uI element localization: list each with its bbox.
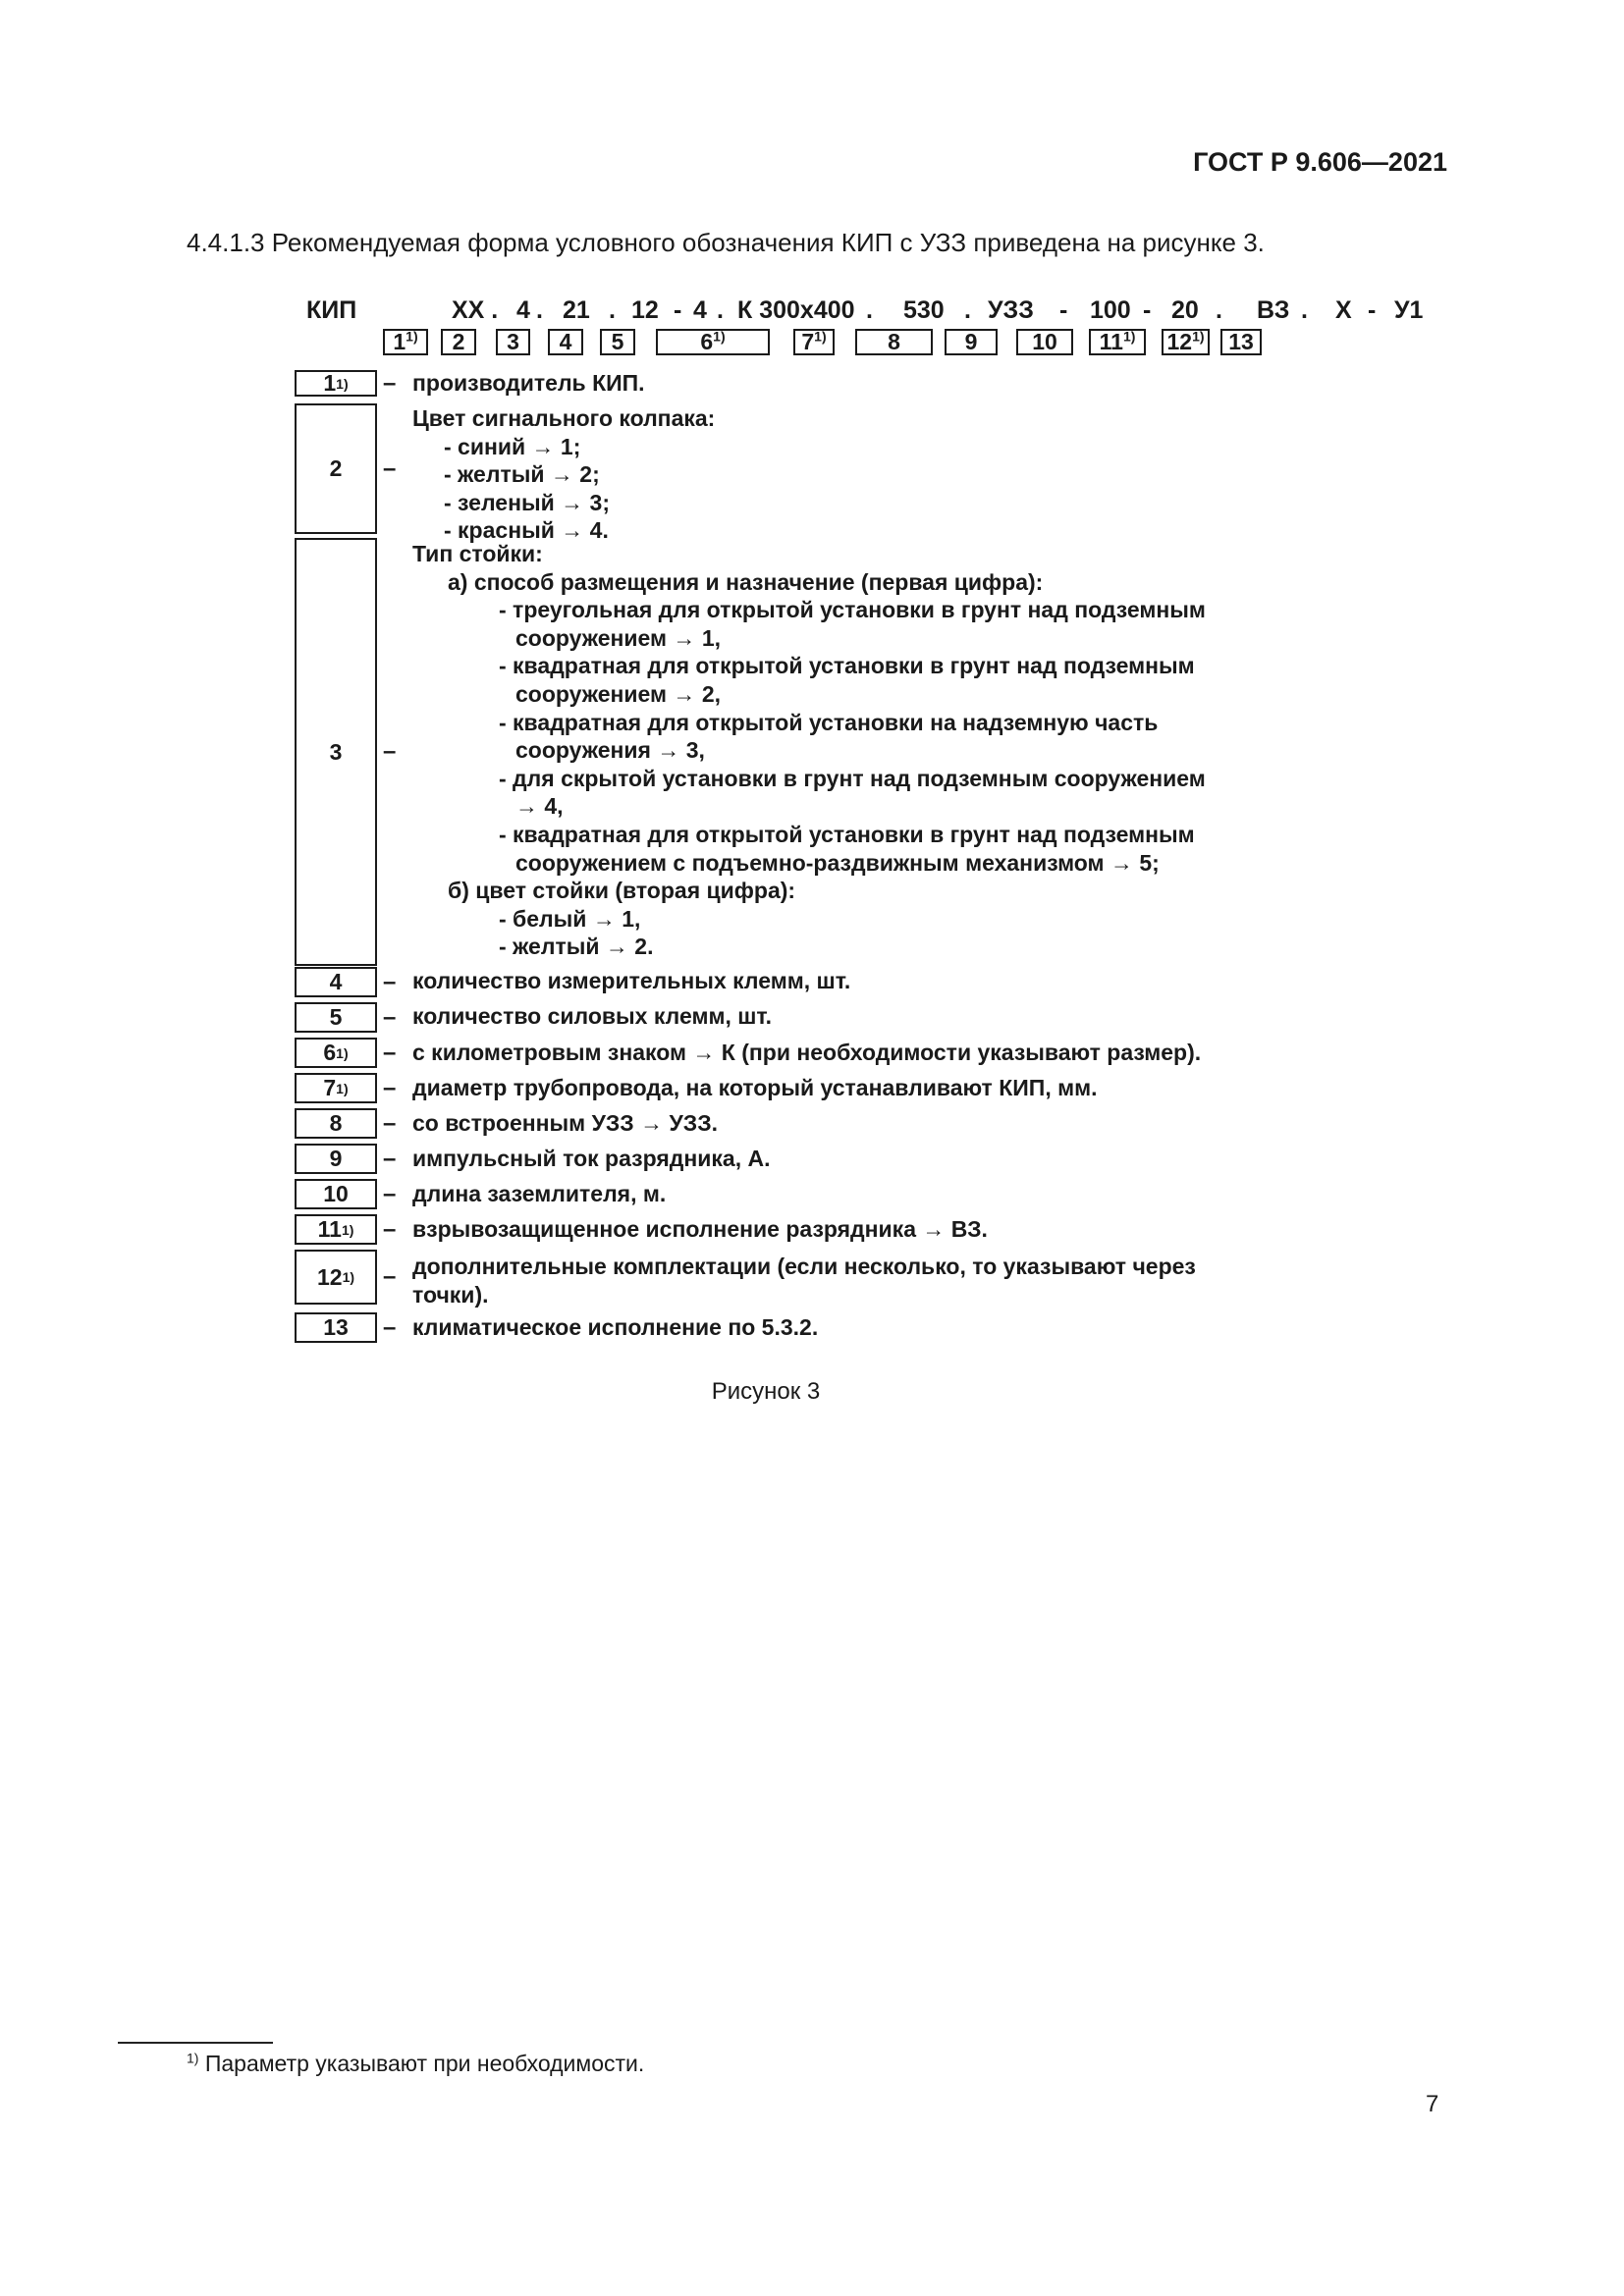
legend-number-box <box>295 1002 377 1033</box>
code-position-box <box>548 329 583 355</box>
code-position-number: 7 <box>801 329 815 354</box>
legend-number: 13 <box>323 1314 349 1340</box>
legend-description-line: импульсный ток разрядника, А. <box>412 1146 771 1171</box>
code-position-number: 3 <box>507 329 519 354</box>
legend-number: 2 <box>329 455 343 481</box>
legend-number-box <box>295 538 377 966</box>
code-part: 4 <box>516 296 530 324</box>
legend-number: 11 <box>317 1216 342 1242</box>
legend-description-line: сооружением с подъемно-раздвижным механизмом → 5; <box>515 849 1160 876</box>
code-position-footnote-mark: 1) <box>406 328 418 345</box>
code-position-box <box>1016 329 1073 355</box>
code-position-box <box>855 329 933 355</box>
legend-dash: – <box>383 454 397 482</box>
legend-description-line: сооружением → 1, <box>515 624 721 651</box>
legend-number-box <box>295 1108 377 1139</box>
code-part: . <box>1216 296 1222 324</box>
legend-description-line: - для скрытой установки в грунт над подземным сооружением <box>499 765 1206 791</box>
code-position-number: 12 <box>1166 329 1193 354</box>
code-position-number: 5 <box>611 329 624 354</box>
footnote-text: Параметр указывают при необходимости. <box>204 2051 645 2076</box>
legend-description-line: количество измерительных клемм, шт. <box>412 968 851 993</box>
legend-dash: – <box>383 1180 397 1207</box>
code-position-box <box>600 329 635 355</box>
legend-dash: – <box>383 1313 397 1341</box>
code-part: - <box>1368 296 1377 324</box>
legend-number: 10 <box>323 1181 349 1206</box>
legend-description-line: б) цвет стойки (вторая цифра): <box>448 878 796 904</box>
legend-description-line: взрывозащищенное исполнение разрядника → ВЗ. <box>412 1216 988 1242</box>
code-position-footnote-mark: 1) <box>1122 328 1136 345</box>
legend-number: 7 <box>323 1075 337 1100</box>
code-part: 20 <box>1171 296 1199 324</box>
legend-description-line: - желтый → 2; <box>444 461 600 488</box>
intro-paragraph: 4.4.1.3 Рекомендуемая форма условного обозначения КИП с УЗЗ приведена на рисунке 3. <box>187 228 1265 257</box>
footnote-separator <box>118 2042 273 2044</box>
code-part: 4 <box>693 296 707 324</box>
legend-number: 12 <box>316 1263 343 1290</box>
legend-description-line: Тип стойки: <box>412 541 543 566</box>
legend-number-box: 12 1) <box>295 1250 377 1305</box>
page-number: 7 <box>1426 2091 1439 2117</box>
legend-number-box <box>295 1179 377 1209</box>
code-position-box <box>1162 329 1210 355</box>
code-position-number: 2 <box>452 329 465 354</box>
legend-description-line: - квадратная для открытой установки в грунт над подземным <box>499 653 1195 679</box>
legend-description-line: дополнительные комплектации (если несколько, то указывают через <box>412 1254 1196 1279</box>
code-position-box <box>656 329 770 355</box>
legend-description-line: точки). <box>412 1281 489 1308</box>
legend-description-line: производитель КИП. <box>412 370 645 396</box>
legend-dash: – <box>383 1003 397 1031</box>
legend-dash: – <box>383 1215 397 1243</box>
legend-description-line: со встроенным УЗЗ → УЗЗ. <box>412 1110 718 1136</box>
legend-number-box <box>295 1312 377 1343</box>
legend-description-line: климатическое исполнение по 5.3.2. <box>412 1314 819 1340</box>
code-position-footnote-mark: 1) <box>814 328 827 345</box>
figure-caption: Рисунок 3 <box>711 1378 821 1405</box>
code-part: Х <box>1335 296 1352 324</box>
legend-description-line: сооружения → 3, <box>515 737 705 764</box>
legend-dash: – <box>383 1263 397 1290</box>
code-part: - <box>1143 296 1152 324</box>
legend-description-line: - синий → 1; <box>444 433 581 459</box>
legend-description-line: - зеленый → 3; <box>444 489 610 515</box>
code-prefix: КИП <box>306 296 357 324</box>
code-position-box <box>441 329 476 355</box>
code-position-box <box>1220 329 1262 355</box>
legend-dash: – <box>383 738 397 765</box>
code-position-number: 8 <box>888 329 900 354</box>
legend-number-box <box>295 967 377 997</box>
code-part: . <box>964 296 971 324</box>
code-part: 100 <box>1090 296 1131 324</box>
legend-dash: – <box>383 1145 397 1172</box>
code-part: ВЗ <box>1257 296 1290 324</box>
legend-dash: – <box>383 1039 397 1066</box>
legend-description-line: - красный → 4. <box>444 517 609 544</box>
code-position-box <box>496 329 530 355</box>
code-position-box <box>383 329 428 355</box>
legend-dash: – <box>383 1109 397 1137</box>
legend-description-line: - желтый → 2. <box>499 934 654 960</box>
legend-dash: – <box>383 968 397 995</box>
legend-number: 8 <box>329 1110 343 1136</box>
code-position-box <box>945 329 998 355</box>
code-position-number: 10 <box>1032 329 1057 354</box>
code-position-number: 6 <box>700 329 714 354</box>
code-part: К 300х400 <box>737 296 855 324</box>
legend-number-box <box>295 1144 377 1174</box>
code-position-footnote-mark: 1) <box>713 328 726 345</box>
code-part: ХХ . <box>452 296 499 324</box>
legend-description-line: Цвет сигнального колпака: <box>412 405 716 431</box>
code-position-number: 9 <box>964 329 978 354</box>
code-position-number: 11 <box>1099 329 1123 354</box>
legend-description-line: а) способ размещения и назначение (первая цифра): <box>448 568 1044 595</box>
legend-description-line: с километровым знаком → К (при необходимости указывают размер). <box>412 1040 1202 1065</box>
footnote <box>187 2051 644 2077</box>
code-part: 21 <box>563 296 590 324</box>
legend-number: 4 <box>329 969 343 994</box>
code-part: У1 <box>1394 296 1424 324</box>
code-part: - <box>674 296 682 324</box>
legend-number: 5 <box>329 1004 343 1030</box>
code-position-box <box>793 329 835 355</box>
legend-number-box: 1 1) <box>295 370 377 397</box>
legend-description-line: - квадратная для открытой установки в грунт над подземным <box>499 822 1195 847</box>
legend-dash: – <box>383 369 397 397</box>
code-part: . <box>866 296 873 324</box>
code-position-number: 4 <box>559 329 572 354</box>
code-position-number: 1 <box>393 329 406 354</box>
legend-description-line: длина заземлителя, м. <box>412 1181 667 1206</box>
code-position-number: 13 <box>1228 329 1254 354</box>
standard-designation: ГОСТ Р 9.606—2021 <box>1193 147 1447 177</box>
legend-number-box: 7 1) <box>295 1073 377 1103</box>
code-part: . <box>1301 296 1308 324</box>
legend-description-line: количество силовых клемм, шт. <box>412 1003 773 1029</box>
code-part: - <box>1059 296 1068 324</box>
code-part: УЗЗ <box>988 296 1034 324</box>
code-part: . <box>609 296 616 324</box>
legend-number: 3 <box>329 738 343 765</box>
legend-number: 1 <box>323 370 337 396</box>
legend-dash: – <box>383 1074 397 1101</box>
code-part: . <box>536 296 543 324</box>
legend-description-line: диаметр трубопровода, на который устанавливают КИП, мм. <box>412 1075 1098 1100</box>
legend-number-box: 11 1) <box>295 1214 377 1245</box>
legend-number-box: 6 1) <box>295 1038 377 1068</box>
legend-number-box <box>295 403 377 534</box>
legend-number: 9 <box>329 1146 343 1171</box>
code-part: 12 <box>631 296 659 324</box>
footnote-mark: 1) <box>187 2050 199 2066</box>
legend-description-line: - белый → 1, <box>499 905 641 932</box>
legend-number: 6 <box>323 1040 337 1065</box>
legend-description-line: - треугольная для открытой установки в грунт над подземным <box>499 597 1206 623</box>
legend-description-line: - квадратная для открытой установки на надземную часть <box>499 709 1159 735</box>
legend-description-line: сооружением → 2, <box>515 681 721 707</box>
code-part: 530 <box>903 296 945 324</box>
code-position-box <box>1089 329 1146 355</box>
code-position-footnote-mark: 1) <box>1192 328 1205 345</box>
code-part: . <box>717 296 724 324</box>
legend-description-line: → 4, <box>515 793 564 820</box>
